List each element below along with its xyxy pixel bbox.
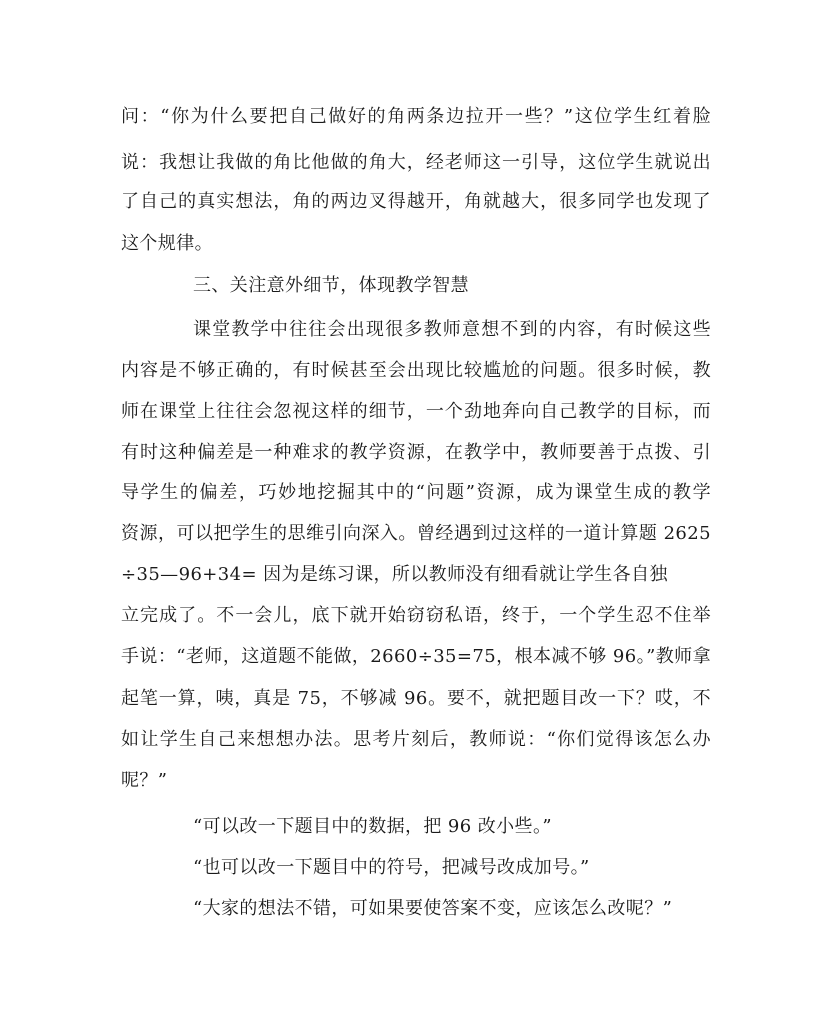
paragraph-line: 这个规律。	[121, 233, 213, 254]
paragraph-line: 资源，可以把学生的思维引向深入。曾经遇到过这样的一道计算题 2625	[121, 523, 711, 544]
paragraph-line: 师在课堂上往往会忽视这样的细节，一个劲地奔向自己教学的目标，而	[121, 401, 711, 422]
paragraph-line: 如让学生自己来想想办法。思考片刻后，教师说：“你们觉得该怎么办	[121, 729, 711, 750]
dialogue-line: “可以改一下题目中的数据，把 96 改小些。”	[193, 816, 552, 837]
paragraph-line: 课堂教学中往往会出现很多教师意想不到的内容，有时候这些	[193, 319, 711, 340]
dialogue-line: “也可以改一下题目中的符号，把减号改成加号。”	[193, 857, 590, 878]
dialogue-line: “大家的想法不错，可如果要使答案不变，应该怎么改呢？”	[193, 898, 673, 919]
paragraph-line: 手说：“老师，这道题不能做，2660÷35=75，根本减不够 96。”教师拿	[121, 646, 711, 667]
paragraph-line: 有时这种偏差是一种难求的教学资源，在教学中，教师要善于点拨、引	[121, 442, 711, 463]
paragraph-line: 内容是不够正确的，有时候甚至会出现比较尴尬的问题。很多时候，教	[121, 360, 711, 381]
paragraph-line: 起笔一算，咦，真是 75，不够减 96。要不，就把题目改一下？哎，不	[121, 688, 711, 709]
paragraph-line: ÷35—96+34= 因为是练习课，所以教师没有细看就让学生各自独	[121, 564, 668, 585]
paragraph-line: 导学生的偏差，巧妙地挖掘其中的“问题”资源，成为课堂生成的教学	[121, 482, 711, 503]
paragraph-line: 说：我想让我做的角比他做的角大，经老师这一引导，这位学生就说出	[121, 152, 711, 173]
paragraph-line: 呢？”	[121, 770, 168, 791]
paragraph-line: 问：“你为什么要把自己做好的角两条边拉开一些？”这位学生红着脸	[121, 106, 711, 127]
section-heading: 三、关注意外细节，体现教学智慧	[193, 275, 469, 296]
paragraph-line: 立完成了。不一会儿，底下就开始窃窃私语，终于，一个学生忍不住举	[121, 605, 711, 626]
paragraph-line: 了自己的真实想法，角的两边叉得越开，角就越大，很多同学也发现了	[121, 191, 711, 212]
